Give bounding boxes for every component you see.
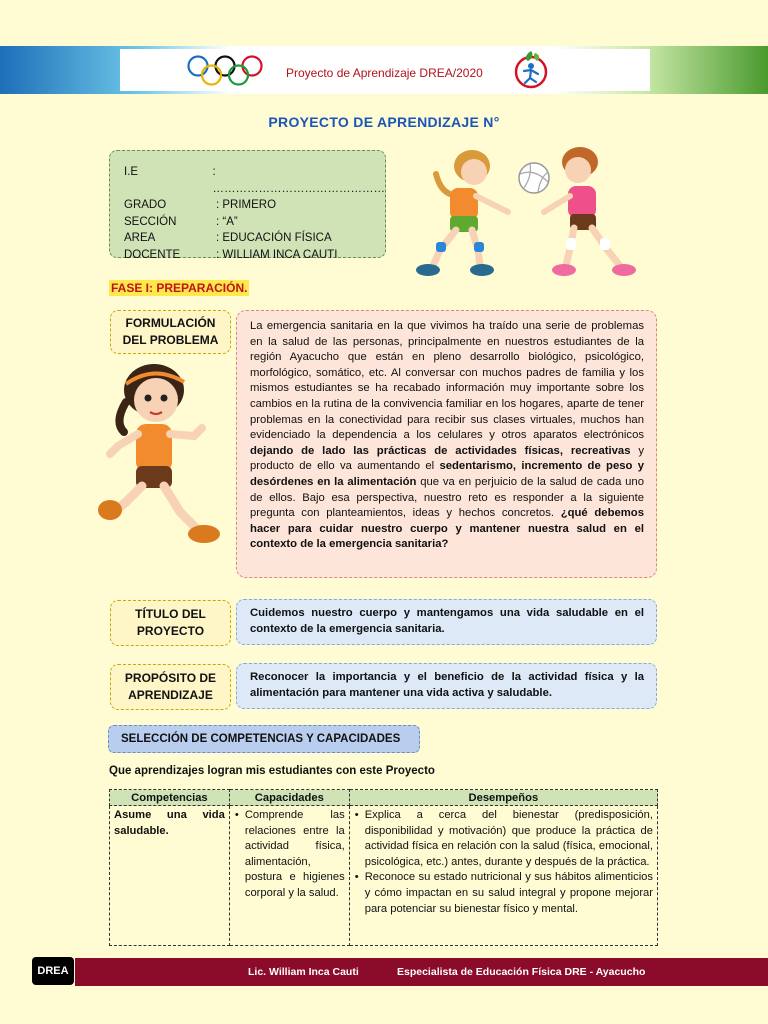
capacidad-cell (229, 806, 349, 946)
ring-red (243, 57, 262, 76)
tag-line: APRENDIZAJE (128, 688, 213, 702)
tag-formulacion (110, 310, 231, 354)
section-heading: SELECCIÓN DE COMPETENCIAS Y CAPACIDADES (108, 725, 420, 753)
info-row-area (124, 230, 385, 247)
info-value: : WILLIAM INCA CAUTI (216, 248, 338, 261)
info-label: SECCIÓN (124, 215, 177, 228)
tag-line: PROYECTO (136, 624, 205, 638)
document-title: PROYECTO DE APRENDIZAJE N° (268, 114, 500, 130)
info-row-ie (124, 164, 385, 197)
footer-author: Lic. William Inca Cauti (248, 966, 359, 978)
column-header: Capacidades (229, 790, 349, 806)
column-header: Competencias (110, 790, 230, 806)
info-label: GRADO (124, 199, 167, 211)
table-header-row (110, 790, 658, 806)
tag-titulo (110, 600, 231, 646)
ring-black (216, 57, 235, 76)
problem-emphasis: sedentarismo, incremento de peso y desórdenes en la alimentación (250, 460, 644, 488)
info-value: : EDUCACIÓN FÍSICA (216, 232, 332, 244)
tag-proposito (110, 664, 231, 710)
kids-volleyball-illustration (410, 138, 650, 278)
info-row-seccion (124, 214, 385, 231)
desempenos-cell (349, 806, 657, 946)
info-row-grado (124, 197, 385, 214)
column-header: Desempeños (349, 790, 657, 806)
info-label: AREA (124, 232, 156, 244)
drea-logo: DREA (32, 957, 74, 985)
competencia-cell (110, 806, 230, 946)
problem-statement-box (236, 310, 657, 578)
info-box (109, 150, 386, 261)
running-girl-illustration (96, 362, 226, 552)
ring-green (229, 66, 248, 85)
tag-line: DEL PROBLEMA (122, 333, 219, 347)
competencies-table (109, 789, 658, 946)
phase-label: FASE I: PREPARACIÓN. (111, 281, 248, 295)
olympic-rings-logo (186, 54, 264, 88)
project-title-box (236, 599, 657, 645)
section-subheading: Que aprendizajes logran mis estudiantes con este Proyecto (109, 765, 435, 777)
problem-text: y producto de ello va aumentando el (250, 444, 644, 473)
ring-blue (189, 57, 208, 76)
info-value: : “A” (216, 215, 238, 228)
tag-line: PROPÓSITO DE (124, 671, 217, 685)
project-title-text: Cuidemos nuestro cuerpo y mantengamos una vida saludable en el contexto de la emergencia sanitaria. (250, 607, 644, 635)
problem-text: La emergencia sanitaria en la que vivimos ha traído una serie de problemas en la salud de las personas, principalmente en nuestros estudiantes de la región Ayacucho que están en pleno desarrollo biológico, psicológico, morfológico, somático, etc. Al conversar con muchos padres de familia y los mismos estudiantes se ha recabado información muy importante sobre los cambios en la rutina de la convivencia familiar en los hogares, aparte de tener problemas en la conectividad para recibir sus clases virtuales, muchos han evidenciado la dependencia a los celulares y otros aparatos electrónicos (250, 320, 644, 442)
info-row-docente (124, 247, 385, 264)
list-item: • Reconoce su estado nutricional y sus hábitos alimenticios y cómo impactan en su salud integral y propone mejorar para potenciar su bienestar físico y mental. (354, 870, 653, 917)
header-title: Proyecto de Aprendizaje DREA/2020 (286, 66, 483, 80)
info-value: : ……………………………………… (212, 166, 385, 195)
health-emblem-icon (510, 48, 552, 90)
list-item: • Comprende las relaciones entre la actividad física, alimentación, postura e higienes corporal y la salud. (234, 808, 345, 902)
info-value: : PRIMERO (216, 199, 277, 211)
info-label: DOCENTE (124, 248, 181, 261)
ring-yellow (202, 66, 221, 85)
competencia-text: Asume una vida saludable. (114, 809, 225, 837)
tag-line: FORMULACIÓN (125, 316, 216, 330)
tag-line: TÍTULO DEL (135, 607, 206, 621)
purpose-box (236, 663, 657, 709)
list-item: • Explica a cerca del bienestar (predisposición, disponibilidad y motivación) que produce la práctica de actividad física en relación con la salud (física, emocional, psicológica, etc.) antes, durante y después de la práctica. (354, 808, 653, 870)
footer-role: Especialista de Educación Física DRE - Ayacucho (397, 966, 646, 978)
info-label: I.E (124, 166, 139, 178)
problem-question: ¿qué debemos hacer para cuidar nuestro cuerpo y mantener nuestra salud en el contexto de la emergencia sanitaria? (250, 507, 644, 551)
table-row (110, 806, 658, 946)
purpose-text: Reconocer la importancia y el beneficio de la actividad física y la alimentación para mantener una vida activa y saludable. (250, 671, 644, 699)
problem-text: que va en perjuicio de la salud de cada uno de ellos. Bajo esa perspectiva, nuestro reto es responder a la siguiente pregunta con planteamientos, ideas y hechos concretos. (250, 475, 644, 520)
problem-emphasis: dejando de lado las prácticas de actividades físicas, recreativas (250, 444, 631, 457)
